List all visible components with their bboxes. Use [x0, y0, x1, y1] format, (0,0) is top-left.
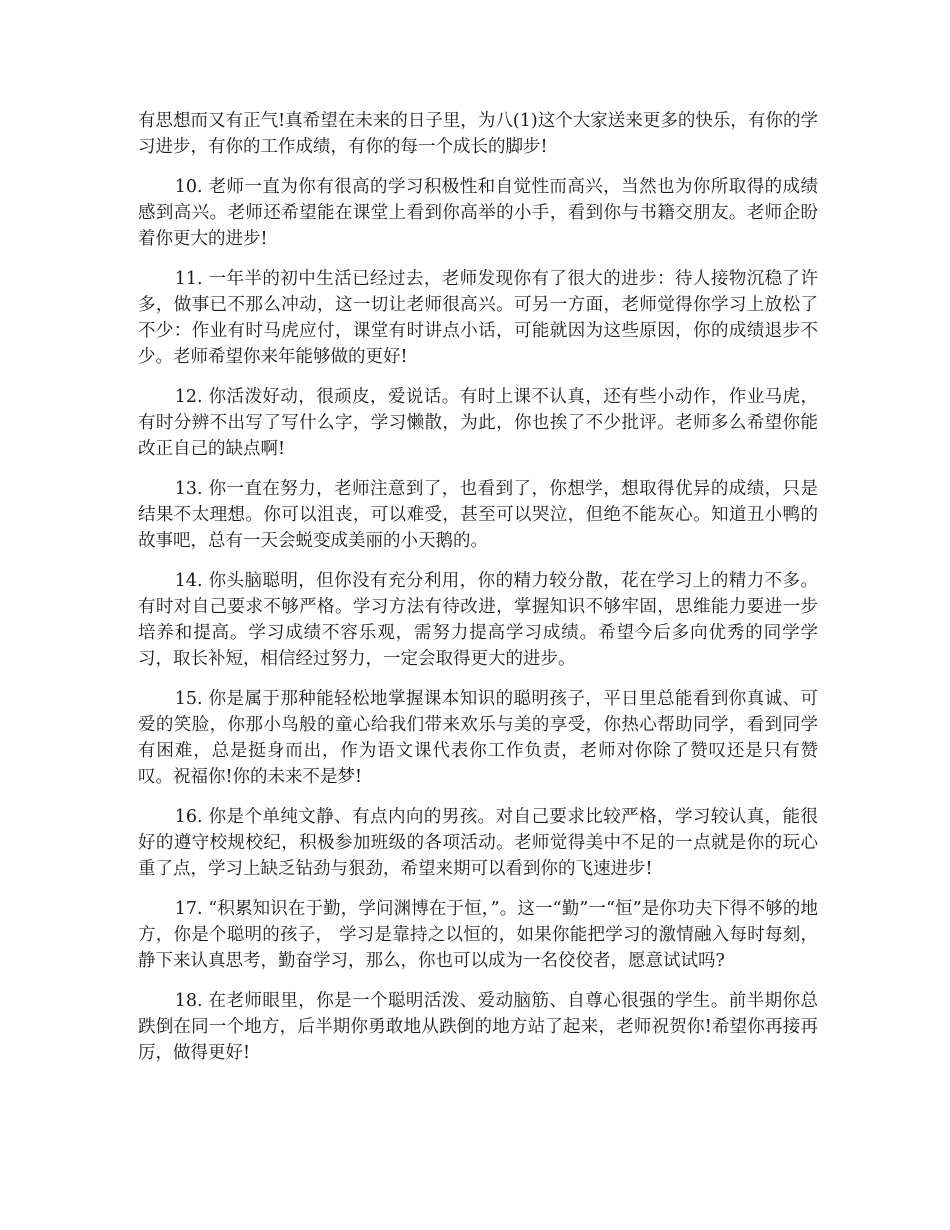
paragraph-text: 一年半的初中生活已经过去，老师发现你有了很大的进步：待人接物沉稳了许多，做事已不那么冲动，这一切让老师很高兴。可另一方面，老师觉得你学习上放松了不少：作业有时马虎应付，课堂有时讲点小话，可能就因为这些原因，你的成绩退步不少。老师希望你来年能够做的更好!	[138, 269, 818, 367]
paragraph-number: 16.	[174, 807, 203, 827]
paragraph-text: 你是个单纯文静、有点内向的男孩。对自己要求比较严格，学习较认真，能很好的遵守校规校纪，积极参加班级的各项活动。老师觉得美中不足的一点就是你的玩心重了点，学习上缺乏钻劲与狠劲，希望来期可以看到你的飞速进步!	[138, 807, 818, 879]
paragraph-18	[138, 988, 818, 1066]
paragraph-15	[138, 686, 818, 790]
paragraph-number: 17.	[174, 899, 203, 919]
paragraph-text: 你活泼好动，很顽皮，爱说话。有时上课不认真，还有些小动作，作业马虎，有时分辨不出写了写什么字，学习懒散，为此，你也挨了不少批评。老师多么希望你能改正自己的缺点啊!	[138, 387, 818, 459]
paragraph-text: 在老师眼里，你是一个聪明活泼、爱动脑筋、自尊心很强的学生。前半期你总跌倒在同一个地方，后半期你勇敢地从跌倒的地方站了起来，老师祝贺你!希望你再接再厉，做得更好!	[138, 991, 818, 1063]
paragraph-text: 你是属于那种能轻松地掌握课本知识的聪明孩子，平日里总能看到你真诚、可爱的笑脸，你那小鸟般的童心给我们带来欢乐与美的享受，你热心帮助同学，看到同学有困难，总是挺身而出，作为语文课代表你工作负责，老师对你除了赞叹还是只有赞叹。祝福你!你的未来不是梦!	[138, 689, 818, 787]
paragraph-16	[138, 804, 818, 882]
paragraph-number: 11.	[174, 269, 203, 289]
paragraph-number: 13.	[174, 479, 203, 499]
paragraph-number: 18.	[174, 991, 203, 1011]
paragraph-number: 12.	[174, 387, 203, 407]
paragraph-number: 10.	[174, 177, 203, 197]
paragraph-number: 14.	[174, 571, 203, 591]
paragraph-14	[138, 568, 818, 672]
paragraph-text: “积累知识在于勤，学问渊博在于恒，”。这一“勤”一“恒”是你功夫下得不够的地方，你是个聪明的孩子， 学习是靠持之以恒的，如果你能把学习的激情融入每时每刻，静下来认真思考，勤奋学习，那么，你也可以成为一名佼佼者，愿意试试吗?	[138, 899, 818, 971]
paragraph-11	[138, 266, 818, 370]
document-page	[138, 108, 818, 1080]
paragraph-10	[138, 174, 818, 252]
paragraph-number: 15.	[174, 689, 203, 709]
paragraph-text: 老师一直为你有很高的学习积极性和自觉性而高兴，当然也为你所取得的成绩感到高兴。老师还希望能在课堂上看到你高举的小手，看到你与书籍交朋友。老师企盼着你更大的进步!	[138, 177, 818, 249]
paragraph-12	[138, 384, 818, 462]
paragraph-continued	[138, 108, 818, 160]
paragraph-17	[138, 896, 818, 974]
paragraph-text: 你头脑聪明，但你没有充分利用，你的精力较分散，花在学习上的精力不多。有时对自己要求不够严格。学习方法有待改进，掌握知识不够牢固，思维能力要进一步培养和提高。学习成绩不容乐观，需努力提高学习成绩。希望今后多向优秀的同学学习，取长补短，相信经过努力，一定会取得更大的进步。	[138, 571, 818, 669]
paragraph-text: 有思想而又有正气!真希望在未来的日子里，为八(1)这个大家送来更多的快乐，有你的学习进步，有你的工作成绩，有你的每一个成长的脚步!	[138, 111, 818, 157]
paragraph-13	[138, 476, 818, 554]
paragraph-text: 你一直在努力，老师注意到了，也看到了，你想学，想取得优异的成绩，只是结果不太理想。你可以沮丧，可以难受，甚至可以哭泣，但绝不能灰心。知道丑小鸭的故事吧，总有一天会蜕变成美丽的小天鹅的。	[138, 479, 818, 551]
